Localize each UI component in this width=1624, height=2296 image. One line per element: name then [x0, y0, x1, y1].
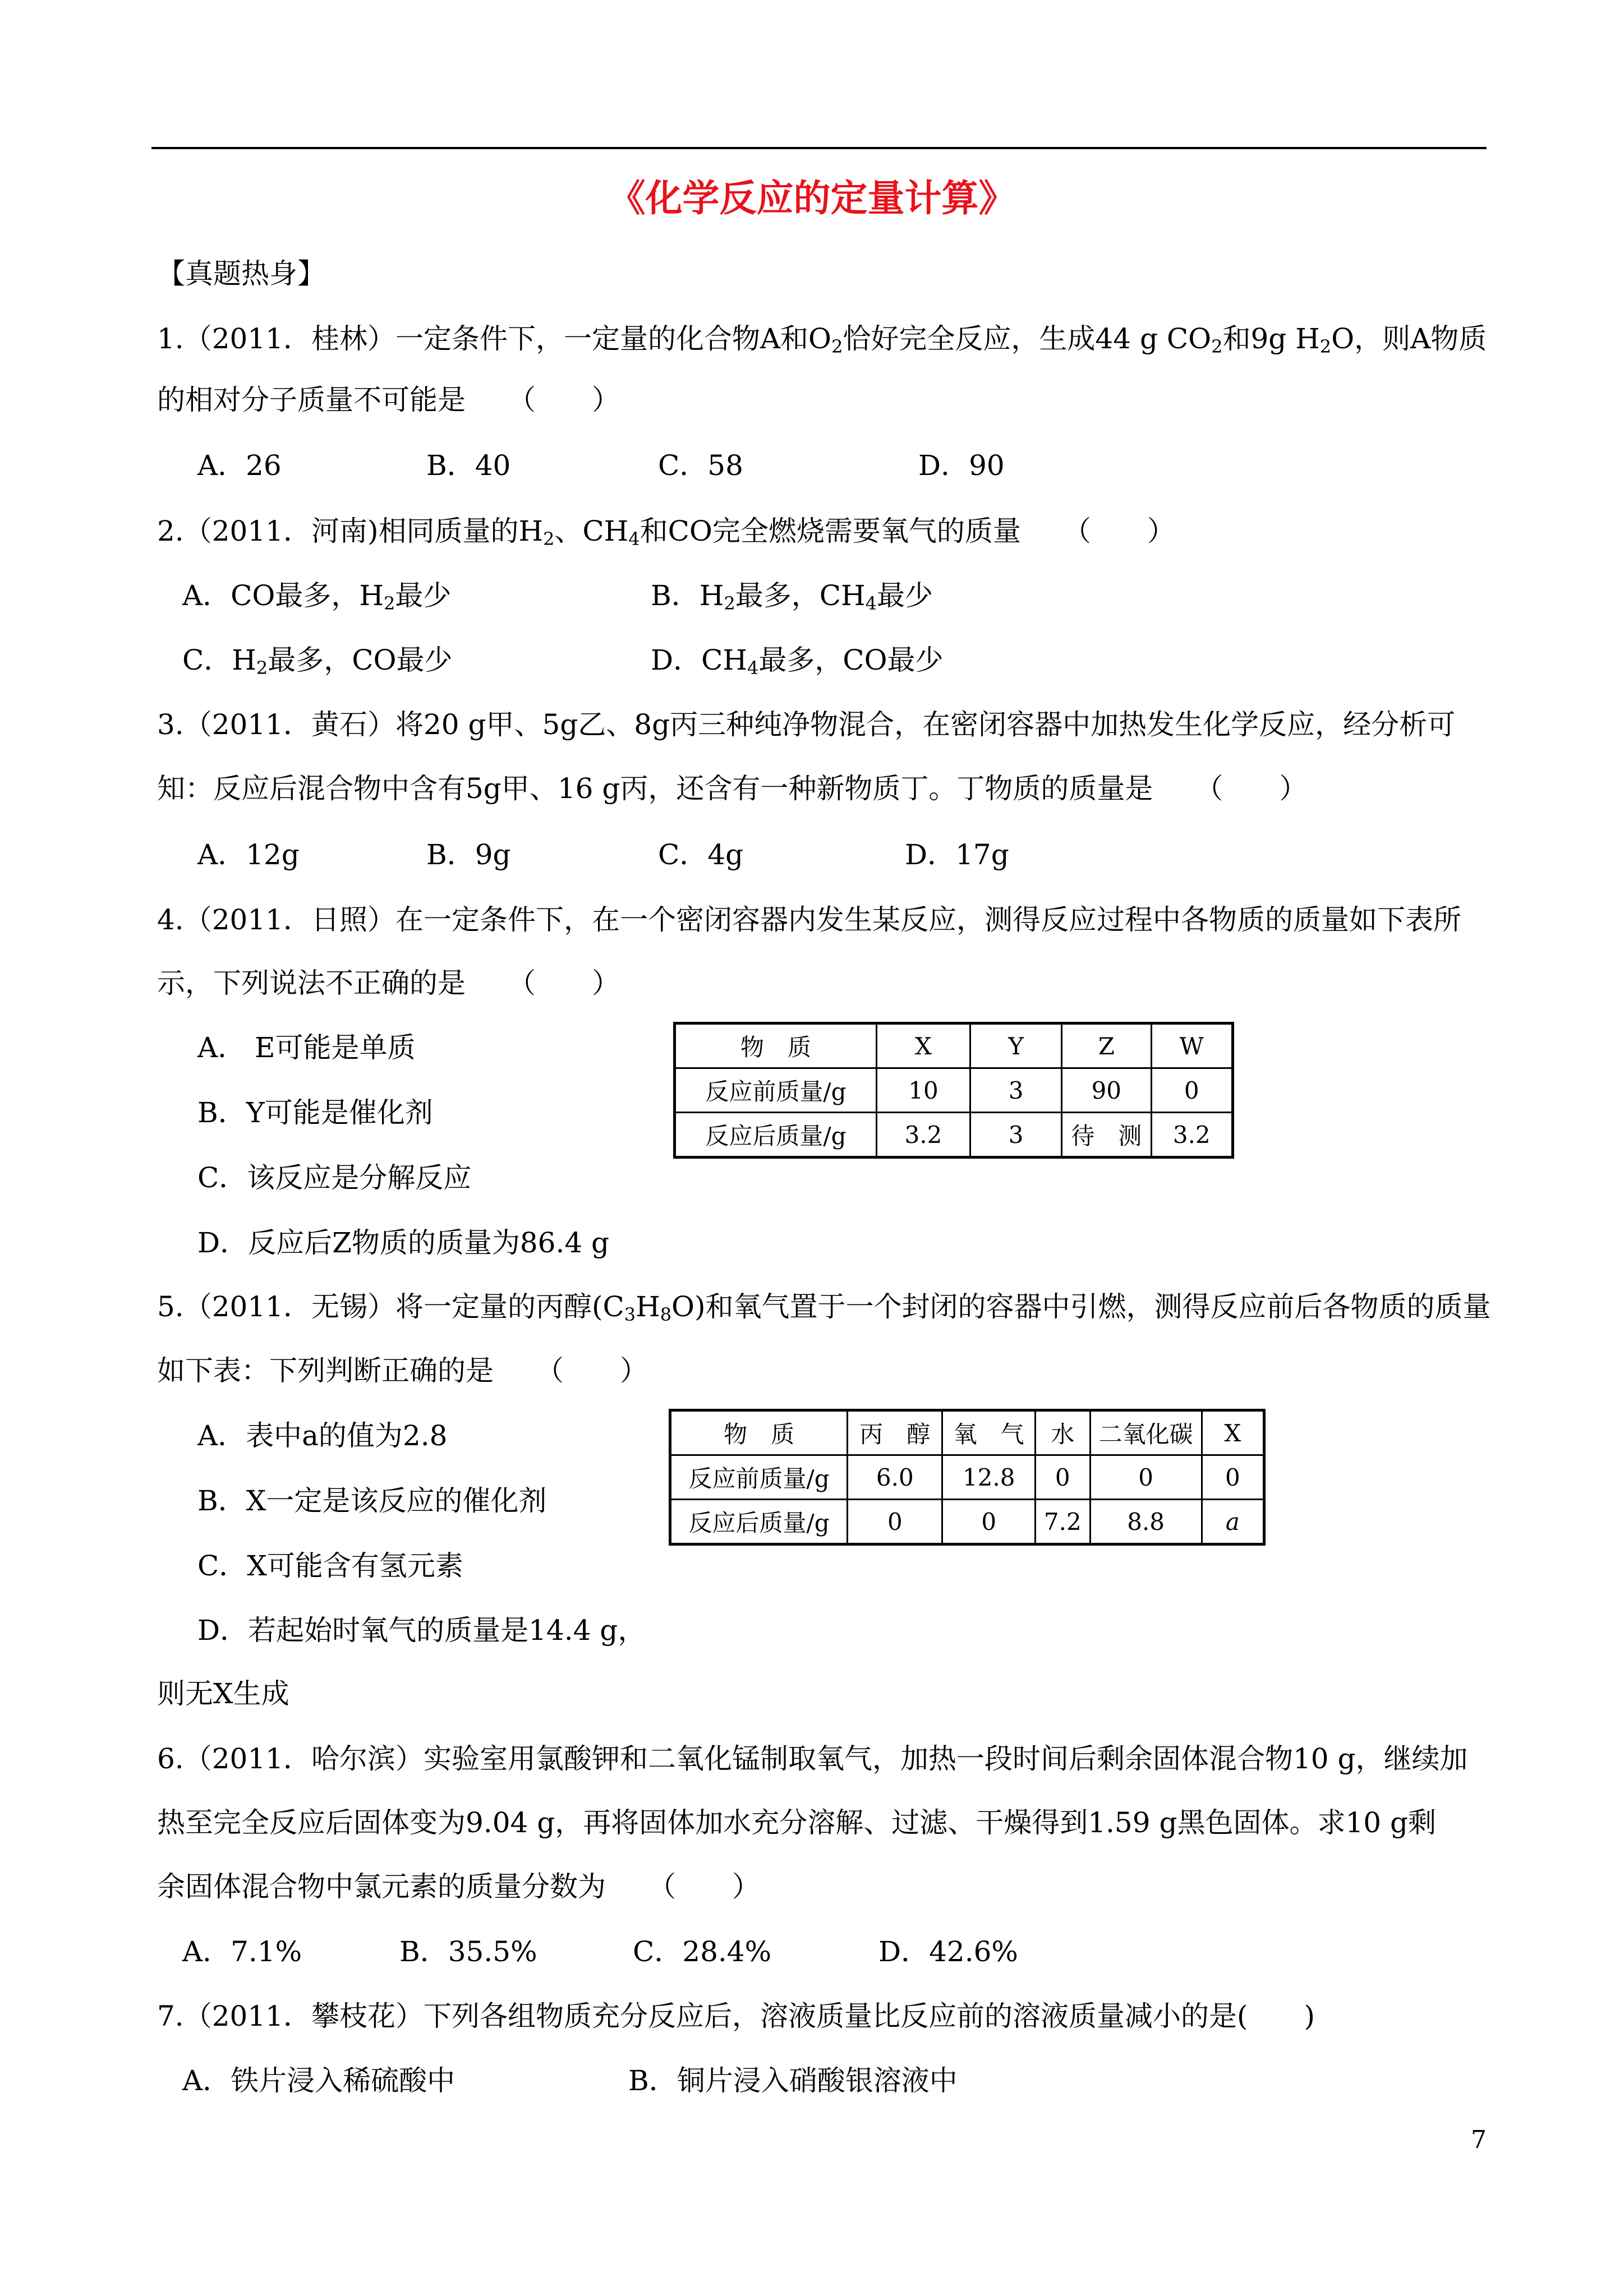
page-title: 《化学反应的定量计算》: [608, 176, 1016, 220]
table-cell: 0: [1151, 1068, 1232, 1113]
q4-option-c: C．该反应是分解反应: [197, 1161, 472, 1194]
q1-option-a: A．26: [197, 449, 282, 482]
q3-option-b: B．9g: [426, 838, 511, 871]
table-header-cell: 物 质: [675, 1023, 877, 1068]
table-header-cell: X: [876, 1023, 970, 1068]
table-cell: 8.8: [1090, 1500, 1202, 1545]
q2-option-a: A．CO最多，$H_2$最少: [182, 579, 452, 614]
table-cell: 反应后质量/g: [670, 1500, 848, 1545]
table-cell: 7.2: [1035, 1500, 1090, 1545]
table-header-cell: Y: [970, 1023, 1062, 1068]
table-header-cell: 水: [1035, 1410, 1090, 1455]
q6-option-a: A．7.1%: [182, 1935, 302, 1968]
q6-option-b: B．35.5%: [399, 1935, 537, 1968]
q3-line1: 3.（2011．黄石）将20 g甲、5g乙、8g丙三种纯净物混合，在密闭容器中加热发生化学反应，经分析可: [157, 708, 1456, 741]
q4-option-b: B．Y可能是催化剂: [197, 1096, 433, 1129]
q6-line2: 热至完全反应后固体变为9.04 g，再将固体加水充分溶解、过滤、干燥得到1.59 g黑色固体。求10 g剩: [157, 1806, 1436, 1839]
q4-line1: 4.（2011．日照）在一定条件下，在一个密闭容器内发生某反应，测得反应过程中各物质的质量如下表所: [157, 903, 1461, 936]
q4-line2: 示，下列说法不正确的是 （ ）: [157, 967, 620, 999]
table-cell: 0: [1090, 1455, 1202, 1500]
q1-line1: 1.（2011．桂林）一定条件下，一定量的化合物A和$O_2$恰好完全反应，生成44 g $CO_2$和9g $H_2O$，则A物质: [157, 322, 1487, 357]
table-header-cell: 丙 醇: [848, 1410, 942, 1455]
q5-line1: 5.（2011．无锡）将一定量的丙醇$(C_3H_8O)$和氧气置于一个封闭的容器中引燃，测得反应前后各物质的质量: [157, 1290, 1491, 1325]
table-cell: 90: [1062, 1068, 1151, 1113]
q4-data-table: [673, 1022, 1234, 1159]
table-cell: 0: [1035, 1455, 1090, 1500]
table-row: [670, 1455, 1264, 1500]
q1-line2: 的相对分子质量不可能是 （ ）: [157, 384, 620, 416]
table-cell: 反应后质量/g: [675, 1113, 877, 1158]
table-header-cell: W: [1151, 1023, 1232, 1068]
table-header-cell: 物 质: [670, 1410, 848, 1455]
table-cell: 3.2: [1151, 1113, 1232, 1158]
table-header-cell: 氧 气: [942, 1410, 1035, 1455]
table-cell: 0: [848, 1500, 942, 1545]
table-cell: 反应前质量/g: [675, 1068, 877, 1113]
q1-option-c: C．58: [658, 449, 743, 482]
q1-option-d: D．90: [918, 449, 1005, 482]
table-row: [675, 1113, 1233, 1158]
table-cell: 反应前质量/g: [670, 1455, 848, 1500]
q2-stem: 2.（2011．河南)相同质量的$H_2$、$CH_4$和CO完全燃烧需要氧气的质量 （ ）: [157, 515, 1175, 550]
table-cell: 3: [970, 1113, 1062, 1158]
q7-option-b: B．铜片浸入硝酸银溶液中: [628, 2064, 958, 2097]
q5-option-d: D．若起始时氧气的质量是14.4 g，: [197, 1614, 646, 1647]
table-cell: 6.0: [848, 1455, 942, 1500]
table-cell: 0: [1202, 1455, 1264, 1500]
table-row: [675, 1068, 1233, 1113]
q2-option-b: B．$H_2$最多，$CH_4$最少: [651, 579, 933, 614]
q6-option-c: C．28.4%: [633, 1935, 772, 1968]
q2-option-d: D．$CH_4$最多，CO最少: [651, 644, 944, 679]
table-row: [675, 1023, 1233, 1068]
page-number: 7: [1471, 2126, 1487, 2154]
q5-line2: 如下表：下列判断正确的是 （ ）: [157, 1354, 648, 1387]
table-cell: 10: [876, 1068, 970, 1113]
q6-line3: 余固体混合物中氯元素的质量分数为 （ ）: [157, 1870, 760, 1903]
q4-option-a: A． E可能是单质: [197, 1031, 416, 1064]
q7-option-a: A．铁片浸入稀硫酸中: [182, 2064, 456, 2097]
table-header-cell: Z: [1062, 1023, 1151, 1068]
q3-option-a: A．12g: [197, 838, 300, 871]
q2-option-c: C．$H_2$最多，CO最少: [182, 644, 453, 679]
table-cell: 待 测: [1062, 1113, 1151, 1158]
q3-option-d: D．17g: [905, 838, 1009, 871]
q1-option-b: B．40: [426, 449, 511, 482]
q5-option-b: B．X一定是该反应的催化剂: [197, 1484, 547, 1517]
section-heading: 【真题热身】: [157, 257, 325, 290]
q3-option-c: C．4g: [658, 838, 744, 871]
q5-option-d-continuation: 则无X生成: [157, 1677, 289, 1710]
table-cell: a: [1202, 1500, 1264, 1545]
q3-line2: 知：反应后混合物中含有5g甲、16 g丙，还含有一种新物质丁。丁物质的质量是 （ ）: [157, 772, 1308, 805]
q6-option-d: D．42.6%: [878, 1935, 1018, 1968]
table-header-cell: X: [1202, 1410, 1264, 1455]
q4-option-d: D．反应后Z物质的质量为86.4 g: [197, 1227, 610, 1259]
q7-line1: 7.（2011．攀枝花）下列各组物质充分反应后，溶液质量比反应前的溶液质量减小的是( ): [157, 2000, 1315, 2032]
header-rule: [151, 147, 1487, 149]
table-cell: 3: [970, 1068, 1062, 1113]
q5-option-c: C．X可能含有氢元素: [197, 1550, 463, 1582]
q6-line1: 6.（2011．哈尔滨）实验室用氯酸钾和二氧化锰制取氧气，加热一段时间后剩余固体混合物10 g，继续加: [157, 1742, 1468, 1775]
table-cell: 3.2: [876, 1113, 970, 1158]
table-row: [670, 1500, 1264, 1545]
q5-option-a: A．表中a的值为2.8: [197, 1419, 448, 1452]
table-cell: 0: [942, 1500, 1035, 1545]
table-header-cell: 二氧化碳: [1090, 1410, 1202, 1455]
table-row: [670, 1410, 1264, 1455]
table-cell: 12.8: [942, 1455, 1035, 1500]
q5-data-table: [669, 1409, 1266, 1546]
